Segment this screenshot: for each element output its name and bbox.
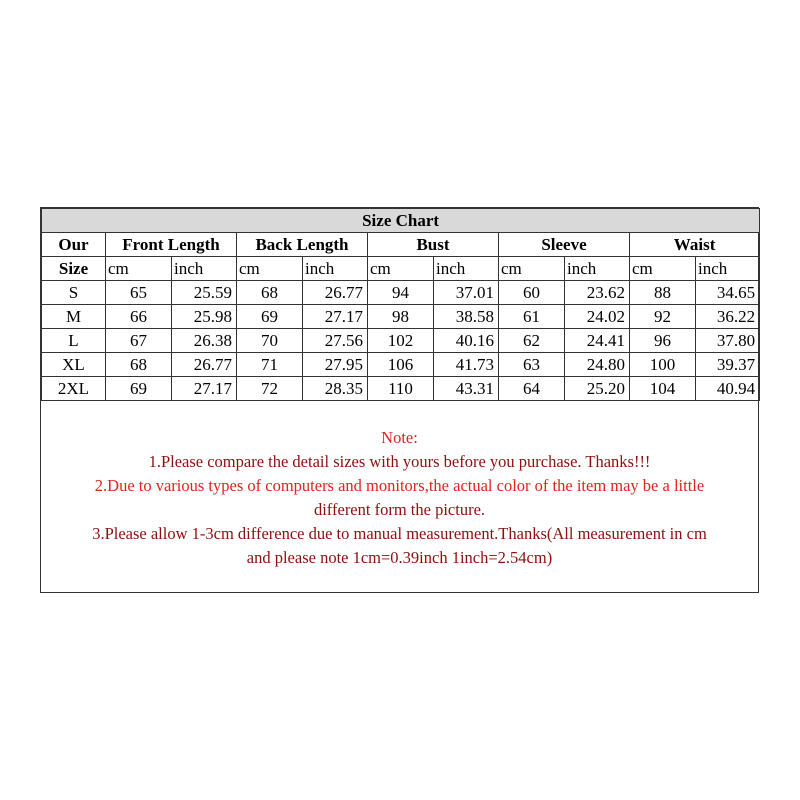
cm-value-cell: 66	[106, 305, 172, 329]
cm-value-cell: 69	[237, 305, 303, 329]
inch-value-cell: 34.65	[696, 281, 760, 305]
size-cell: S	[42, 281, 106, 305]
cm-value-cell: 92	[630, 305, 696, 329]
size-cell: 2XL	[42, 377, 106, 401]
unit-cm: cm	[630, 257, 696, 281]
cm-value-cell: 65	[106, 281, 172, 305]
cm-value-cell: 94	[368, 281, 434, 305]
cm-value-cell: 68	[237, 281, 303, 305]
inch-value-cell: 41.73	[434, 353, 499, 377]
cm-value-cell: 70	[237, 329, 303, 353]
inch-value-cell: 43.31	[434, 377, 499, 401]
cm-value-cell: 102	[368, 329, 434, 353]
size-cell: XL	[42, 353, 106, 377]
cm-value-cell: 62	[499, 329, 565, 353]
unit-cm: cm	[237, 257, 303, 281]
inch-value-cell: 27.56	[303, 329, 368, 353]
header-front-length: Front Length	[106, 233, 237, 257]
cm-value-cell: 71	[237, 353, 303, 377]
note-heading: Note:	[381, 428, 418, 447]
note-line-2a: 2.Due to various types of computers and monitors,the actual color of the item may be a little	[94, 476, 705, 495]
inch-value-cell: 40.16	[434, 329, 499, 353]
unit-inch: inch	[303, 257, 368, 281]
note-line-3b: and please note 1cm=0.39inch 1inch=2.54cm)	[246, 548, 553, 567]
cm-value-cell: 96	[630, 329, 696, 353]
inch-value-cell: 38.58	[434, 305, 499, 329]
unit-inch: inch	[172, 257, 237, 281]
header-back-length: Back Length	[237, 233, 368, 257]
table-row	[42, 329, 760, 353]
unit-inch: inch	[434, 257, 499, 281]
inch-value-cell: 24.41	[565, 329, 630, 353]
inch-value-cell: 26.77	[172, 353, 237, 377]
size-chart	[40, 207, 759, 593]
inch-value-cell: 27.95	[303, 353, 368, 377]
inch-value-cell: 25.20	[565, 377, 630, 401]
inch-value-cell: 25.98	[172, 305, 237, 329]
size-header-top: Our	[42, 233, 106, 257]
inch-value-cell: 24.02	[565, 305, 630, 329]
cm-value-cell: 67	[106, 329, 172, 353]
inch-value-cell: 24.80	[565, 353, 630, 377]
cm-value-cell: 104	[630, 377, 696, 401]
size-cell: L	[42, 329, 106, 353]
unit-cm: cm	[499, 257, 565, 281]
header-bust: Bust	[368, 233, 499, 257]
table-row	[42, 305, 760, 329]
inch-value-cell: 36.22	[696, 305, 760, 329]
cm-value-cell: 100	[630, 353, 696, 377]
cm-value-cell: 60	[499, 281, 565, 305]
cm-value-cell: 88	[630, 281, 696, 305]
header-sleeve: Sleeve	[499, 233, 630, 257]
cm-value-cell: 106	[368, 353, 434, 377]
size-table	[41, 208, 760, 401]
inch-value-cell: 27.17	[303, 305, 368, 329]
notes-section	[41, 426, 758, 570]
inch-value-cell: 23.62	[565, 281, 630, 305]
cm-value-cell: 69	[106, 377, 172, 401]
cm-value-cell: 110	[368, 377, 434, 401]
unit-inch: inch	[565, 257, 630, 281]
unit-cm: cm	[106, 257, 172, 281]
cm-value-cell: 68	[106, 353, 172, 377]
inch-value-cell: 40.94	[696, 377, 760, 401]
inch-value-cell: 25.59	[172, 281, 237, 305]
note-line-1: 1.Please compare the detail sizes with yours before you purchase. Thanks!!!	[148, 452, 651, 471]
note-line-2b: different form the picture.	[313, 500, 486, 519]
inch-value-cell: 26.77	[303, 281, 368, 305]
inch-value-cell: 39.37	[696, 353, 760, 377]
size-header-bottom: Size	[42, 257, 106, 281]
table-row	[42, 281, 760, 305]
inch-value-cell: 37.80	[696, 329, 760, 353]
inch-value-cell: 28.35	[303, 377, 368, 401]
cm-value-cell: 61	[499, 305, 565, 329]
cm-value-cell: 98	[368, 305, 434, 329]
size-cell: M	[42, 305, 106, 329]
inch-value-cell: 37.01	[434, 281, 499, 305]
note-line-3a: 3.Please allow 1-3cm difference due to manual measurement.Thanks(All measurement in cm	[92, 524, 707, 543]
cm-value-cell: 63	[499, 353, 565, 377]
table-row	[42, 353, 760, 377]
cm-value-cell: 64	[499, 377, 565, 401]
inch-value-cell: 26.38	[172, 329, 237, 353]
table-row	[42, 377, 760, 401]
cm-value-cell: 72	[237, 377, 303, 401]
table-title: Size Chart	[42, 209, 760, 233]
inch-value-cell: 27.17	[172, 377, 237, 401]
unit-inch: inch	[696, 257, 760, 281]
unit-cm: cm	[368, 257, 434, 281]
header-waist: Waist	[630, 233, 760, 257]
